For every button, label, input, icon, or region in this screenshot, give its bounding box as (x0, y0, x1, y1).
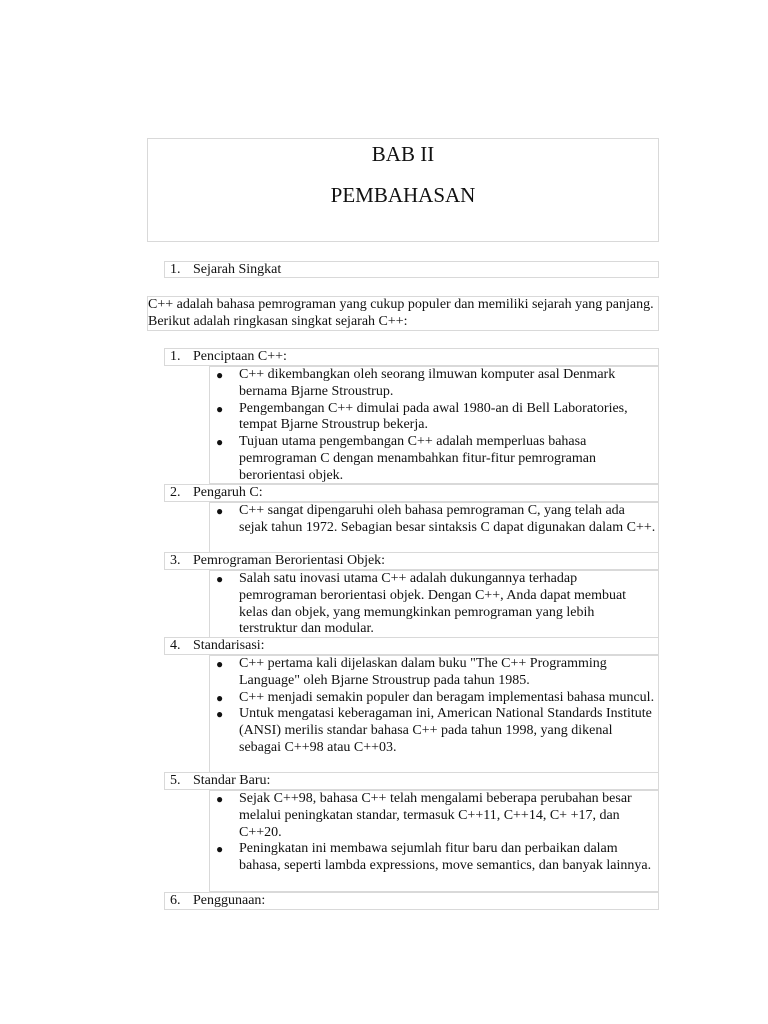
list-item-label: Penciptaan C++: (193, 349, 287, 364)
bullet-icon: ● (216, 690, 224, 705)
bullet-text: Sejak C++98, bahasa C++ telah mengalami beberapa perubahan besar melalui peningkatan standar, termasuk C++11, C++14, C+ +17, dan C++20. (239, 791, 632, 840)
bullet-item (210, 656, 658, 690)
list-item-heading (164, 637, 659, 655)
bullet-item (210, 706, 658, 756)
bullet-text: C++ dikembangkan oleh seorang ilmuwan komputer asal Denmark bernama Bjarne Stroustrup. (239, 367, 616, 399)
bullet-list (209, 790, 659, 892)
list-item-number: 1. (170, 349, 181, 364)
bullet-item (210, 503, 658, 537)
bullet-item (210, 690, 658, 707)
list-item-number: 3. (170, 553, 181, 568)
bullet-icon: ● (216, 707, 224, 722)
list-item-heading (164, 772, 659, 790)
chapter-number: BAB II (371, 142, 435, 166)
section-heading (164, 261, 659, 278)
list-item-label: Pemrograman Berorientasi Objek: (193, 553, 386, 568)
bullet-list (209, 655, 659, 773)
bullet-text: Peningkatan ini membawa sejumlah fitur baru dan perbaikan dalam bahasa, seperti lambda expressions, move semantics, dan banyak lainnya. (239, 841, 652, 874)
list-item-label: Standarisasi: (193, 638, 265, 653)
list-item-heading (164, 552, 659, 570)
bullet-icon: ● (216, 842, 224, 857)
bullet-icon: ● (216, 792, 224, 806)
bullet-item (210, 841, 658, 875)
bullet-icon: ● (216, 401, 224, 416)
bullet-text: C++ pertama kali dijelaskan dalam buku "The C++ Programming Language" oleh Bjarne Stroustrup pada tahun 1985. (239, 656, 607, 688)
list-item-label: Standar Baru: (193, 773, 271, 788)
bullet-text: C++ sangat dipengaruhi oleh bahasa pemrograman C, yang telah ada sejak tahun 1972. Sebagian besar sintaksis C dapat digunakan dalam C++. (239, 503, 656, 535)
bullet-icon: ● (216, 368, 224, 382)
list-item-heading (164, 348, 659, 366)
bullet-icon: ● (216, 504, 224, 518)
bullet-list (209, 502, 659, 553)
bullet-icon: ● (216, 572, 224, 586)
bullet-text: Untuk mengatasi keberagaman ini, American National Standards Institute (ANSI) merilis standar bahasa C++ pada tahun 1998, yang dikenal sebagai C++98 atau C++03. (239, 706, 652, 755)
list-item-label: Penggunaan: (193, 893, 266, 908)
bullet-list (209, 366, 659, 484)
intro-paragraph (147, 296, 659, 331)
bullet-list (209, 570, 659, 638)
bullet-text: C++ menjadi semakin populer dan beragam implementasi bahasa muncul. (239, 689, 655, 705)
chapter-title: PEMBAHASAN (330, 183, 476, 207)
bullet-item (210, 791, 658, 841)
bullet-item (210, 571, 658, 638)
list-item-label: Pengaruh C: (193, 485, 263, 500)
section-label: Sejarah Singkat (193, 262, 282, 277)
bullet-icon: ● (216, 435, 224, 450)
section-number: 1. (170, 262, 181, 277)
bullet-text: Salah satu inovasi utama C++ adalah dukungannya terhadap pemrograman berorientasi objek. Dengan C++, Anda dapat membuat kelas dan objek, yang memungkinkan pemrograman yang lebih terstruktur dan modular. (239, 571, 627, 637)
bullet-text: Tujuan utama pengembangan C++ adalah memperluas bahasa pemrograman C dengan menambahkan fitur-fitur pemrograman berorientasi objek. (239, 434, 596, 483)
list-item-heading (164, 484, 659, 502)
bullet-item (210, 401, 658, 435)
bullet-item (210, 434, 658, 484)
bullet-icon: ● (216, 657, 224, 671)
list-item-heading (164, 892, 659, 910)
bullet-text: Pengembangan C++ dimulai pada awal 1980-an di Bell Laboratories, tempat Bjarne Stroustrup bekerja. (239, 400, 628, 433)
list-item-number: 4. (170, 638, 181, 653)
list-item-number: 6. (170, 893, 181, 908)
intro-text: C++ adalah bahasa pemrograman yang cukup populer dan memiliki sejarah yang panjang. Berikut adalah ringkasan singkat sejarah C++: (148, 297, 654, 329)
list-item-number: 5. (170, 773, 181, 788)
chapter-title-block (147, 138, 659, 242)
bullet-item (210, 367, 658, 401)
list-item-number: 2. (170, 485, 181, 500)
